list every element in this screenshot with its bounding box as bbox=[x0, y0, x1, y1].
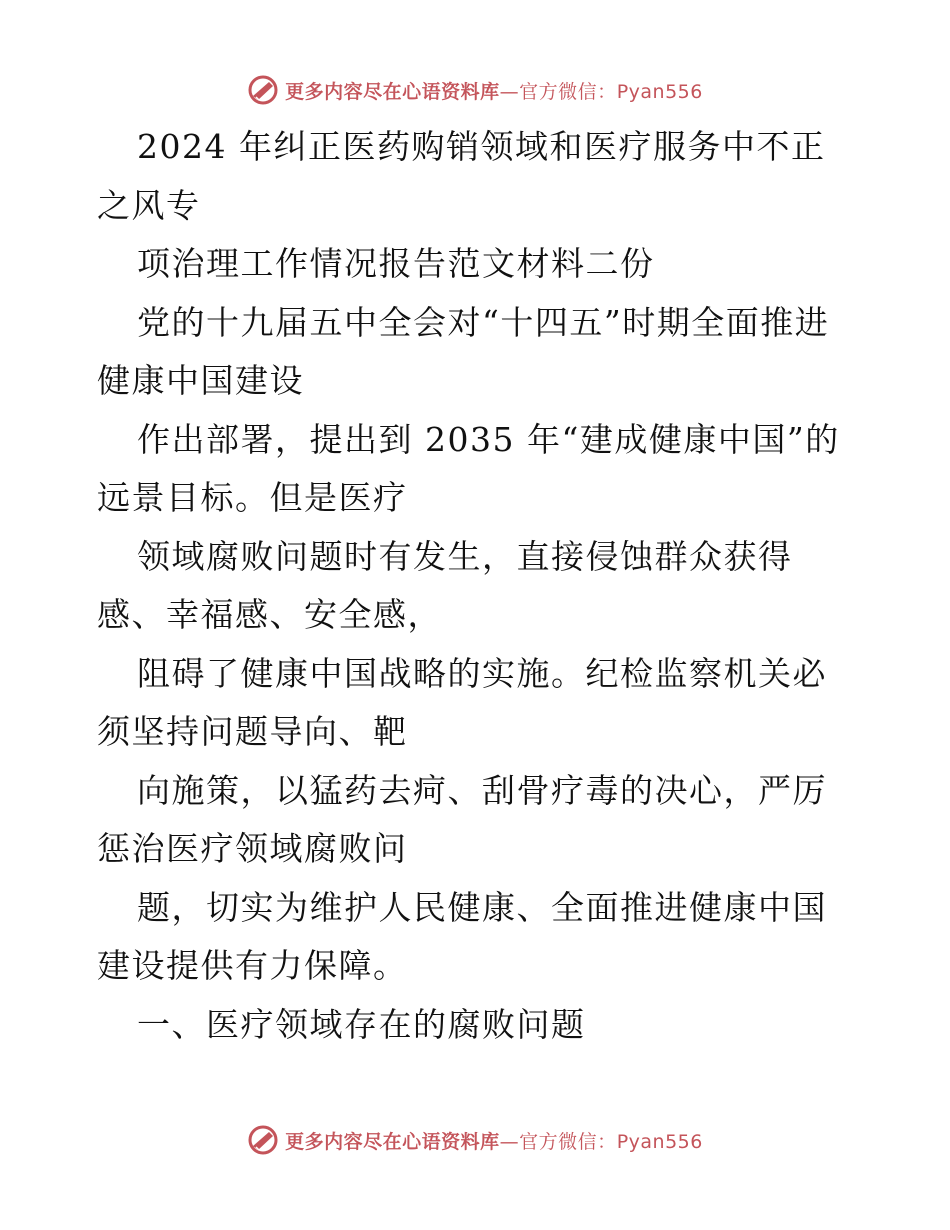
paragraph-line: 向施策，以猛药去疴、刮骨疗毒的决心，严厉惩治医疗领域腐败问 bbox=[97, 770, 827, 868]
paragraph-line: 作出部署，提出到 2035 年“建成健康中国”的远景目标。但是医疗 bbox=[97, 419, 840, 517]
banner-library-name: 更多内容尽在心语资料库 bbox=[285, 80, 500, 103]
pen-circle-logo-icon bbox=[247, 74, 279, 106]
document-title-line-1: 2024 年纠正医药购销领域和医疗服务中不正之风专 bbox=[97, 127, 826, 225]
banner-separator: — bbox=[499, 1130, 520, 1153]
paragraph-line: 领域腐败问题时有发生，直接侵蚀群众获得感、幸福感、安全感， bbox=[97, 536, 793, 634]
banner-text bbox=[285, 77, 703, 104]
banner-separator: — bbox=[499, 80, 520, 103]
section-heading: 一、医疗领域存在的腐败问题 bbox=[137, 1004, 586, 1044]
paragraph-line: 题，切实为维护人民健康、全面推进健康中国建设提供有力保障。 bbox=[97, 887, 827, 985]
pen-circle-logo-icon bbox=[247, 1124, 279, 1156]
banner-wechat-id: Pyan556 bbox=[616, 80, 703, 103]
document-body bbox=[97, 118, 857, 1054]
banner-wechat-label: 官方微信： bbox=[519, 1130, 617, 1153]
document-title-line-2: 项治理工作情况报告范文材料二份 bbox=[137, 244, 655, 283]
banner-wechat-id: Pyan556 bbox=[616, 1130, 703, 1153]
banner-library-name: 更多内容尽在心语资料库 bbox=[285, 1130, 500, 1153]
paragraph-line: 阻碍了健康中国战略的实施。纪检监察机关必须坚持问题导向、靶 bbox=[97, 653, 827, 751]
banner-wechat-label: 官方微信： bbox=[519, 80, 617, 103]
footer-banner bbox=[0, 1122, 950, 1158]
header-banner bbox=[0, 72, 950, 108]
paragraph-line: 党的十九届五中全会对“十四五”时期全面推进健康中国建设 bbox=[97, 302, 830, 400]
banner-text bbox=[285, 1127, 703, 1154]
